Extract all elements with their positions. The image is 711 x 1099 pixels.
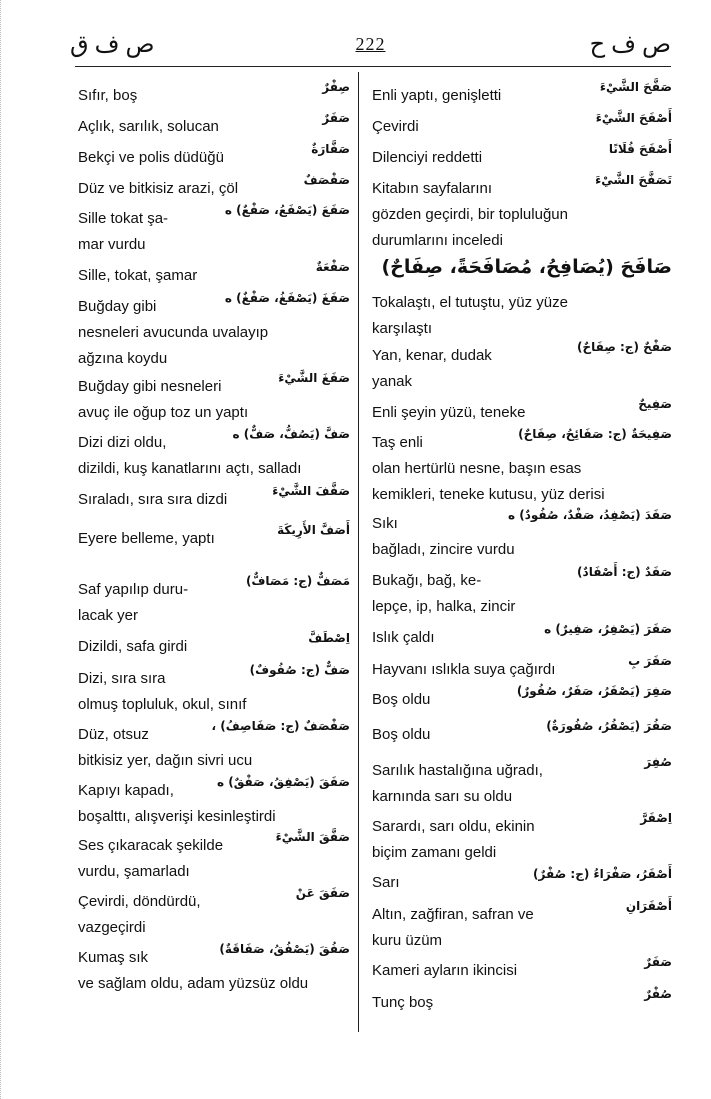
dictionary-entry <box>372 721 672 748</box>
arabic-headword: صَفْصَفٌ (ج: صَفَاصِفُ) ، <box>211 719 350 733</box>
arabic-headword: أَصَفَّ الأَرِيكَةَ <box>277 523 350 537</box>
arabic-headword: صَفَّارَةٌ <box>311 142 350 156</box>
dictionary-entry <box>372 289 672 342</box>
turkish-definition: Dizi, sıra sıra <box>78 670 166 687</box>
arabic-headword: صَفَرٌ <box>644 955 672 969</box>
arabic-headword: صُفْرٌ <box>644 987 672 1001</box>
arabic-headword: صَفَرٌ <box>322 111 350 125</box>
turkish-definition: Bukağı, bağ, ke- <box>372 572 482 589</box>
turkish-definition: kemikleri, teneke kutusu, yüz derisi <box>372 486 605 503</box>
dictionary-entry <box>78 175 350 202</box>
dictionary-entry <box>372 989 672 1016</box>
turkish-definition: Bekçi ve polis düdüğü <box>78 149 224 166</box>
turkish-definition: gözden geçirdi, bir topluluğun <box>372 206 568 223</box>
turkish-definition: avuç ile oğup toz un yaptı <box>78 404 249 421</box>
dictionary-entry <box>372 757 672 810</box>
dictionary-entry <box>78 888 350 941</box>
dictionary-entry <box>372 624 672 651</box>
turkish-definition: Dizi dizi oldu, <box>78 434 167 451</box>
arabic-headword: صُفِرَ <box>644 755 672 769</box>
arabic-headword: صَافَحَ (يُصَافِحُ، مُصَافَحَةً، صِفَاحٌ) <box>381 256 672 278</box>
turkish-definition: vurdu, şamarladı <box>78 863 190 880</box>
turkish-definition: Açlık, sarılık, solucan <box>78 118 219 135</box>
arabic-headword: صَفَرَ بِ <box>628 654 672 668</box>
turkish-definition: Kameri ayların ikincisi <box>372 962 518 979</box>
turkish-definition: Hayvanı ıslıkla suya çağırdı <box>372 661 556 678</box>
turkish-definition: Buğday gibi nesneleri <box>78 378 222 395</box>
dictionary-entry <box>78 633 350 660</box>
turkish-definition: Altın, zağfiran, safran ve <box>372 906 534 923</box>
dictionary-entry <box>372 429 672 508</box>
arabic-headword: صَفْحٌ (ج: صِفَاحٌ) <box>576 340 672 354</box>
arabic-headword: صَفُرَ (يَصْفُرُ، صُفُورَةٌ) <box>546 719 672 733</box>
turkish-definition: boşalttı, alışverişi kesinleştirdi <box>78 808 276 825</box>
turkish-definition: ağzına koydu <box>78 350 168 367</box>
dictionary-entry <box>372 399 672 426</box>
arabic-headword: صَفَّ (يَصُفُّ، صَفٌّ) ه <box>232 427 350 441</box>
dictionary-entry <box>78 576 350 629</box>
turkish-definition: Boş oldu <box>372 691 431 708</box>
turkish-definition: durumlarını inceledi <box>372 232 503 249</box>
page-header <box>70 30 671 66</box>
turkish-definition: Taş enli <box>372 434 423 451</box>
dictionary-entry <box>78 293 350 372</box>
arabic-headword: صِفْرٌ <box>322 80 350 94</box>
turkish-definition: Buğday gibi <box>78 298 157 315</box>
header-right-letters: ص ف ح <box>589 32 671 58</box>
turkish-definition: vazgeçirdi <box>78 919 146 936</box>
arabic-headword: صَفِرَ (يَصْفَرُ، صَفَرٌ، صُفُورٌ) <box>516 684 672 698</box>
dictionary-entry <box>372 144 672 171</box>
turkish-definition: Dizildi, safa girdi <box>78 638 188 655</box>
arabic-headword: صَفَدٌ (ج: أَصْفَادٌ) <box>577 565 672 579</box>
dictionary-entry <box>78 832 350 885</box>
arabic-headword: صَفُقَ (يَصْفُقُ، صَفَاقَةٌ) <box>219 942 350 956</box>
turkish-definition: Saf yapılıp duru- <box>78 581 189 598</box>
arabic-headword: أَصْفَحَ الشَّيْءَ <box>595 111 672 125</box>
turkish-definition: Sıraladı, sıra sıra dizdi <box>78 491 228 508</box>
turkish-definition: Sıkı <box>372 515 398 532</box>
page-number: 222 <box>355 34 386 54</box>
turkish-definition: Sille, tokat, şamar <box>78 267 198 284</box>
dictionary-entry <box>372 656 672 683</box>
turkish-definition: dizildi, kuş kanatlarını açtı, salladı <box>78 460 302 477</box>
arabic-headword: صَفَرَ (يَصْفِرُ، صَفِيرٌ) ه <box>544 622 672 636</box>
turkish-definition: Boş oldu <box>372 726 431 743</box>
dictionary-entry <box>78 486 350 513</box>
turkish-definition: yanak <box>372 373 413 390</box>
arabic-headword: صَفَّفَ الشَّيْءَ <box>272 484 350 498</box>
arabic-headword: صَفْعَةٌ <box>315 260 350 274</box>
arabic-headword: أَصْفَرُ، صَفْرَاءُ (ج: صُفْرٌ) <box>533 867 672 881</box>
arabic-headword: صَفَقَ عَنْ <box>295 886 350 900</box>
arabic-headword: مَصَفٌّ (ج: مَصَافٌّ) <box>245 574 350 588</box>
turkish-definition: mar vurdu <box>78 236 146 253</box>
arabic-headword: اِصْفَرَّ <box>640 811 672 825</box>
arabic-headword: صَفَعَ (يَصْفَعُ، صَفْعٌ) ه <box>224 203 350 217</box>
arabic-headword: صَفَغَ (يَصْفَغُ، صَفْغٌ) ه <box>224 291 350 305</box>
dictionary-entry <box>372 175 672 254</box>
arabic-headword: أَصْفَرَانِ <box>625 899 672 913</box>
dictionary-entry <box>372 113 672 140</box>
turkish-definition: kuru üzüm <box>372 932 443 949</box>
dictionary-entry <box>372 510 672 563</box>
turkish-definition: Sarı <box>372 874 400 891</box>
header-left-letters: ص ف ق <box>70 32 155 58</box>
dictionary-entry <box>78 777 350 830</box>
dictionary-entry <box>78 82 350 109</box>
dictionary-entry <box>78 113 350 140</box>
arabic-headword: صَفَدَ (يَصْفِدُ، صَفْدٌ، صُفُودٌ) ه <box>507 508 672 522</box>
arabic-headword: صَفَّحَ الشَّيْءَ <box>599 80 672 94</box>
arabic-headword: صَفَقَ (يَصْفِقُ، صَفْقٌ) ه <box>216 775 350 789</box>
turkish-definition: Düz ve bitkisiz arazi, çöl <box>78 180 239 197</box>
dictionary-entry <box>78 144 350 171</box>
turkish-definition: olan hertürlü nesne, başın esas <box>372 460 582 477</box>
turkish-definition: Enli yaptı, genişletti <box>372 87 502 104</box>
arabic-headword: اِصْطَفَّ <box>308 631 350 645</box>
dictionary-entry <box>372 901 672 954</box>
turkish-definition: bitkisiz yer, dağın sivri ucu <box>78 752 253 769</box>
dictionary-entry <box>78 944 350 997</box>
turkish-definition: karşılaştı <box>372 320 433 337</box>
column-divider <box>358 72 359 1032</box>
turkish-definition: Sille tokat şa- <box>78 210 169 227</box>
turkish-definition: Tunç boş <box>372 994 434 1011</box>
dictionary-entry <box>372 869 672 896</box>
turkish-definition: lepçe, ip, halka, zincir <box>372 598 516 615</box>
turkish-definition: Yan, kenar, dudak <box>372 347 492 364</box>
dictionary-entry <box>78 525 350 552</box>
turkish-definition: lacak yer <box>78 607 139 624</box>
turkish-definition: Sıfır, boş <box>78 87 138 104</box>
dictionary-entry <box>78 665 350 718</box>
turkish-definition: Tokalaştı, el tutuştu, yüz yüze <box>372 294 568 311</box>
dictionary-entry <box>78 262 350 289</box>
turkish-definition: olmuş topluluk, okul, sınıf <box>78 696 247 713</box>
dictionary-entry <box>372 567 672 620</box>
arabic-headword: صَفَّقَ الشَّيْءَ <box>275 830 350 844</box>
binding-margin <box>0 0 11 1099</box>
turkish-definition: bağladı, zincire vurdu <box>372 541 515 558</box>
turkish-definition: Kitabın sayfalarını <box>372 180 493 197</box>
arabic-headword: صَفَغَ الشَّيْءَ <box>278 371 350 385</box>
turkish-definition: Enli şeyin yüzü, teneke <box>372 404 526 421</box>
dictionary-entry <box>372 82 672 109</box>
turkish-definition: Çevirdi <box>372 118 419 135</box>
dictionary-entry <box>78 373 350 426</box>
turkish-definition: Eyere belleme, yaptı <box>78 530 215 547</box>
header-rule <box>75 66 671 67</box>
turkish-definition: ve sağlam oldu, adam yüzsüz oldu <box>78 975 309 992</box>
arabic-headword: صَفٌّ (ج: صُفُوفٌ) <box>249 663 350 677</box>
arabic-headword: صَفِيحٌ <box>638 397 672 411</box>
turkish-definition: Kumaş sık <box>78 949 149 966</box>
dictionary-entry <box>372 813 672 866</box>
turkish-definition: Düz, otsuz <box>78 726 149 743</box>
turkish-definition: Sarılık hastalığına uğradı, <box>372 762 543 779</box>
arabic-headword: أَصْفَحَ فُلَانًا <box>608 142 672 156</box>
turkish-definition: Dilenciyi reddetti <box>372 149 483 166</box>
turkish-definition: biçim zamanı geldi <box>372 844 497 861</box>
dictionary-entry <box>78 205 350 258</box>
dictionary-entry <box>372 957 672 984</box>
turkish-definition: nesneleri avucunda uvalayıp <box>78 324 269 341</box>
arabic-headword: تَصَفَّحَ الشَّيْءَ <box>595 173 672 187</box>
turkish-definition: Çevirdi, döndürdü, <box>78 893 201 910</box>
turkish-definition: Kapıyı kapadı, <box>78 782 174 799</box>
arabic-headword: صَفْصَفٌ <box>303 173 350 187</box>
turkish-definition: Sarardı, sarı oldu, ekinin <box>372 818 535 835</box>
dictionary-entry <box>78 721 350 774</box>
arabic-headword: صَفِيحَةٌ (ج: صَفَائِحُ، صِفَاحٌ) <box>518 427 672 441</box>
turkish-definition: karnında sarı su oldu <box>372 788 513 805</box>
turkish-definition: Ses çıkaracak şekilde <box>78 837 224 854</box>
turkish-definition: Islık çaldı <box>372 629 435 646</box>
dictionary-entry <box>372 686 672 713</box>
dictionary-entry <box>372 342 672 395</box>
dictionary-entry <box>78 429 350 482</box>
